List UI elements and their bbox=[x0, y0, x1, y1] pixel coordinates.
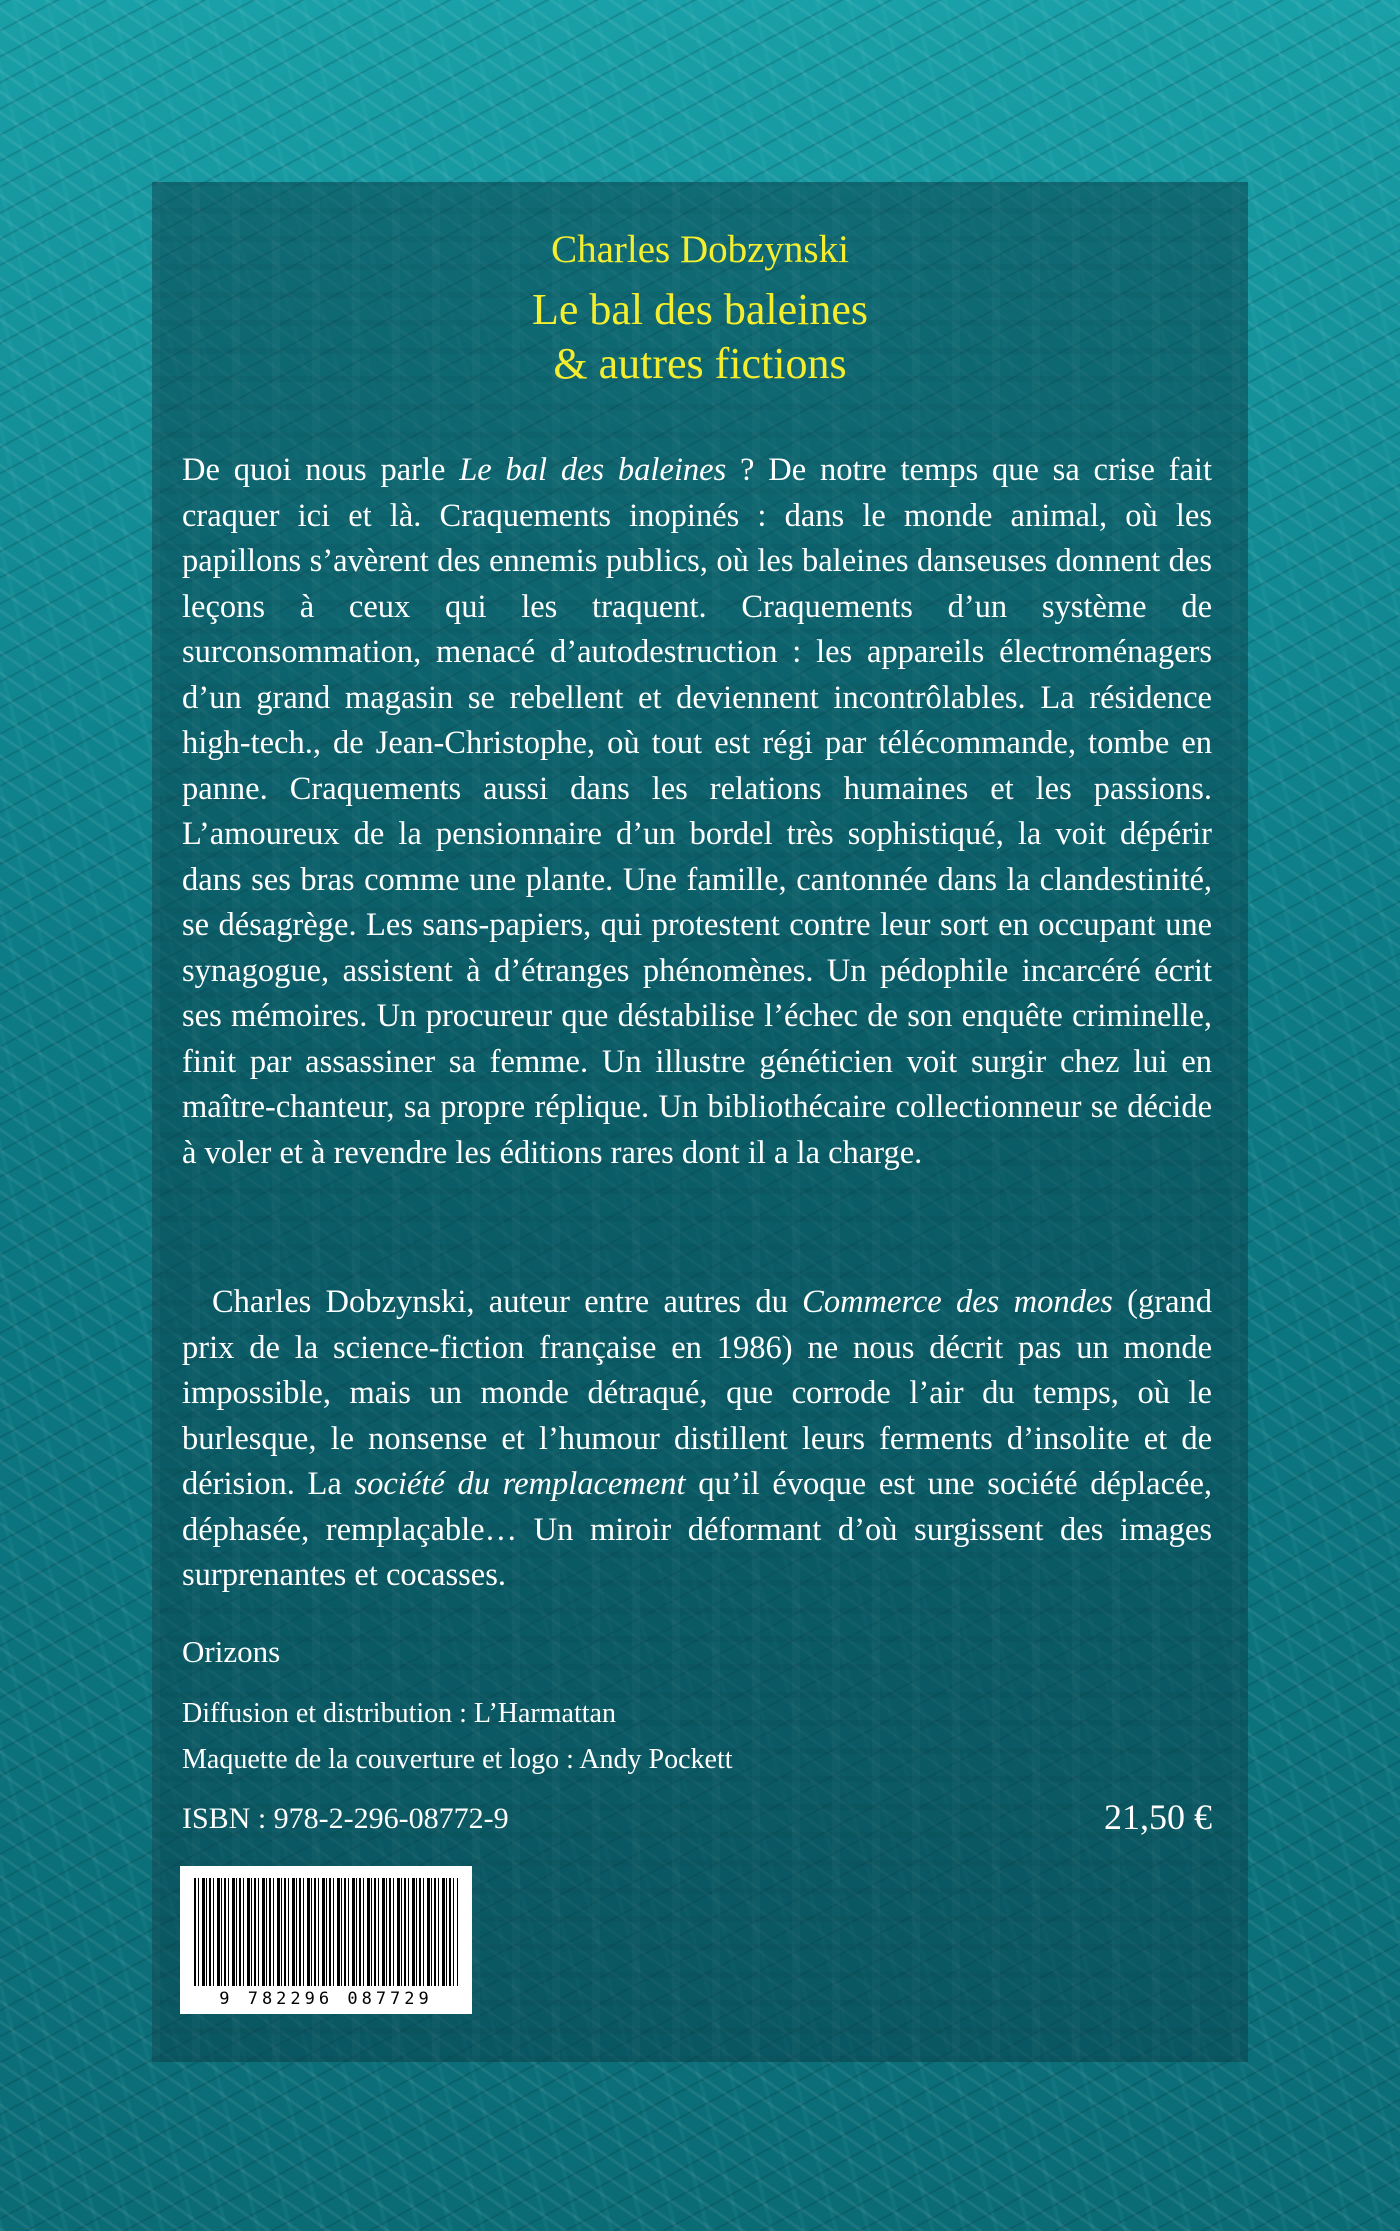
blurb-italic-phrase: société du remplacement bbox=[354, 1466, 686, 1502]
blurb-text: Charles Dobzynski, auteur entre autres du bbox=[212, 1284, 803, 1320]
blurb-paragraph-1 bbox=[182, 448, 1212, 1176]
blurb-text: qu’il évoque est une société déplacée, déphasée, remplaçable… Un miroir déformant d’où surgissent des images surprenantes et cocasses. bbox=[182, 1466, 1213, 1593]
blurb-paragraph-2 bbox=[182, 1280, 1212, 1599]
blurb-text: (grand prix de la science-fiction française en 1986) ne nous décrit pas un monde impossible, mais un monde détraqué, que corrode l’air du temps, où le burlesque, le nonsense et l’humour distillent leurs ferments d’insolite et de dérision. La bbox=[182, 1284, 1213, 1502]
cover-design-credit: Maquette de la couverture et logo : Andy Pockett bbox=[182, 1744, 733, 1775]
author-name: Charles Dobzynski bbox=[551, 228, 849, 271]
barcode-bars-icon bbox=[194, 1878, 458, 1986]
barcode bbox=[180, 1866, 472, 2014]
book-title-line1: Le bal des baleines bbox=[532, 285, 868, 334]
price-label: 21,50 € bbox=[1104, 1797, 1212, 1837]
blurb-italic-title: Le bal des baleines bbox=[459, 452, 727, 488]
barcode-digits: 9 782296 087729 bbox=[186, 1988, 466, 2010]
isbn-number: ISBN : 978-2-296-08772-9 bbox=[182, 1802, 509, 1835]
book-title-line2: & autres fictions bbox=[553, 339, 847, 388]
blurb-text: ? De notre temps que sa crise fait craquer ici et là. Craquements inopinés : dans le monde animal, où les papillons s’avèrent des ennemis publics, où les baleines danseuses donnent des leçons à ceux qui les traquent. Craquements d’un système de surconsommation, menacé d’autodestruction : les appareils électroménagers d’un grand magasin se rebellent et deviennent incontrôlables. La résidence high-tech., de Jean-Christophe, où tout est régi par télécommande, tombe en panne. Craquements aussi dans les relations humaines et les passions. L’amoureux de la pensionnaire d’un bordel très sophistiqué, la voit dépérir dans ses bras comme une plante. Une famille, cantonnée dans la clandestinité, se désagrège. Les sans-papiers, qui protestent contre leur sort en occupant une synagogue, assistent à d’étranges phénomènes. Un pédophile incarcéré écrit ses mémoires. Un procureur que déstabilise l’échec de son enquête criminelle, finit par assassiner sa femme. Un illustre généticien voit surgir chez lui en maître-chanteur, sa propre réplique. Un bibliothécaire collectionneur se décide à voler et à revendre les éditions rares dont il a la charge. bbox=[182, 452, 1212, 1171]
back-cover-panel bbox=[152, 182, 1248, 2062]
distribution-credit: Diffusion et distribution : L’Harmattan bbox=[182, 1698, 616, 1729]
publisher-name: Orizons bbox=[182, 1634, 281, 1669]
blurb-text: De quoi nous parle bbox=[182, 452, 460, 488]
blurb-italic-title: Commerce des mondes bbox=[802, 1284, 1113, 1320]
